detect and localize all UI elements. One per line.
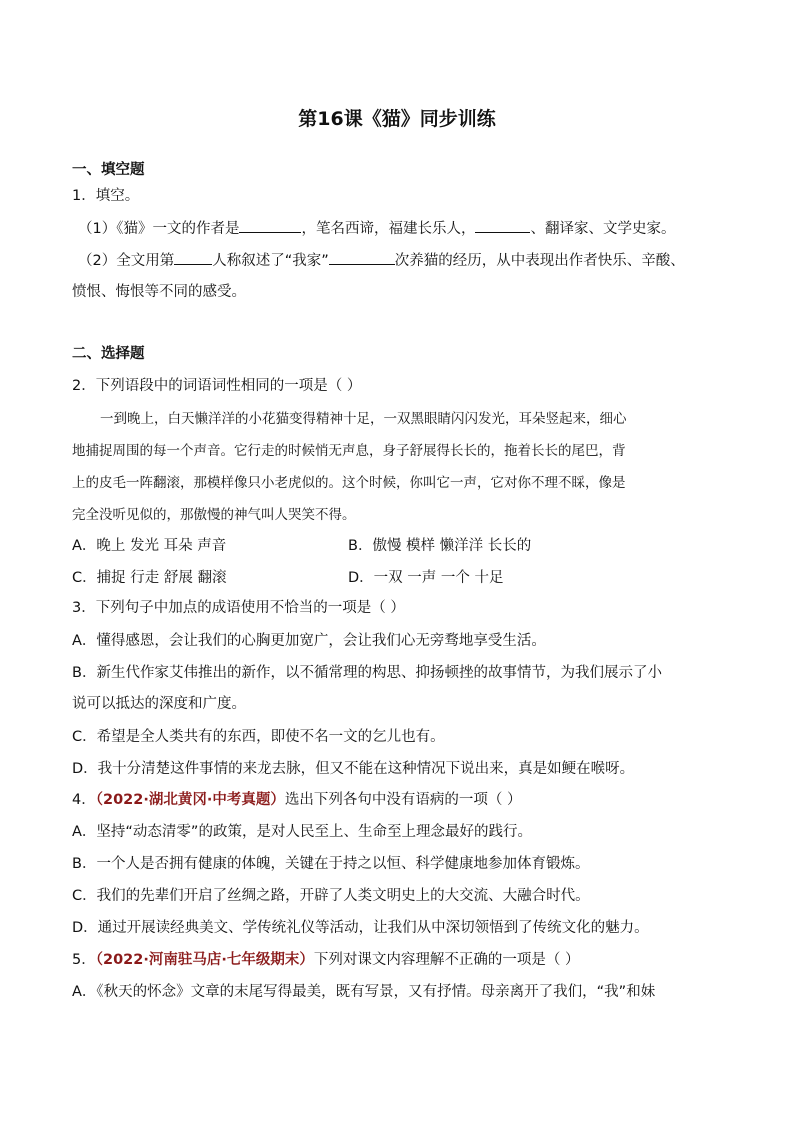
passage-line: 一到晚上，白天懒洋洋的小花猫变得精神十足，一双黑眼睛闪闪发光，耳朵竖起来，细心 <box>100 411 627 427</box>
q2-option-c[interactable]: C．捕捉 行走 舒展 翻滚 <box>72 570 227 586</box>
q1p2-text-a: （2）全文用第 <box>78 253 175 269</box>
q4-option-a[interactable]: A．坚持“动态清零”的政策，是对人民至上、生命至上理念最好的践行。 <box>72 824 532 840</box>
q3-option-b[interactable]: B．新生代作家艾伟推出的新作，以不循常理的构思、抑扬顿挫的故事情节，为我们展示了小 <box>72 665 662 681</box>
passage-line: 地捕捉周围的每一个声音。它行走的时候悄无声息，身子舒展得长长的，拖着长长的尾巴，背 <box>72 443 626 459</box>
q4-option-c[interactable]: C．我们的先辈们开启了丝绸之路，开辟了人类文明史上的大交流、大融合时代。 <box>72 888 590 904</box>
q4-option-b[interactable]: B．一个人是否拥有健康的体魄，关键在于持之以恒、科学健康地参加体育锻炼。 <box>72 856 590 872</box>
section-heading-choice: 二、选择题 <box>72 346 145 362</box>
passage-line: 完全没听见似的，那傲慢的神气叫人哭笑不得。 <box>72 507 356 523</box>
q2-option-b[interactable]: B．傲慢 模样 懒洋洋 长长的 <box>348 538 532 554</box>
q5-option-a[interactable]: A．《秋天的怀念》文章的末尾写得最美，既有写景，又有抒情。母亲离开了我们，“我”和妹 <box>72 984 656 1000</box>
q3-option-b-cont: 说可以抵达的深度和广度。 <box>72 696 246 712</box>
q3-option-a[interactable]: A．懂得感恩，会让我们的心胸更加宽广，会让我们心无旁骛地享受生活。 <box>72 633 546 649</box>
page-title: 第16课《猫》同步训练 <box>298 108 496 130</box>
question-1-part-1 <box>78 218 675 239</box>
section-heading-fill: 一、填空题 <box>72 162 145 178</box>
passage-line: 上的皮毛一阵翻滚，那模样像只小老虎似的。这个时候，你叫它一声，它对你不理不睬，像是 <box>72 475 626 491</box>
q5-number: 5． <box>72 952 96 968</box>
q3-option-d[interactable]: D．我十分清楚这件事情的来龙去脉，但又不能在这种情况下说出来，真是如鲠在喉呀。 <box>72 761 635 777</box>
answer-blank[interactable] <box>329 250 395 265</box>
question-3-stem: 3．下列句子中加点的成语使用不恰当的一项是（ ） <box>72 600 405 616</box>
question-2-stem: 2．下列语段中的词语词性相同的一项是（ ） <box>72 378 362 394</box>
answer-blank[interactable] <box>475 218 530 233</box>
answer-blank[interactable] <box>174 250 212 265</box>
q1p2-text-c: 次养猫的经历，从中表现出作者快乐、辛酸、 <box>394 253 685 269</box>
question-1-part-2-cont: 愤恨、悔恨等不同的感受。 <box>72 284 246 300</box>
q1p2-text-b: 人称叙述了“我家” <box>212 253 329 269</box>
q4-stem-text: 选出下列各句中没有语病的一项（ ） <box>284 792 522 808</box>
q4-source: （2022·湖北黄冈·中考真题） <box>95 792 285 808</box>
question-1-part-2 <box>78 250 685 271</box>
q2-option-a[interactable]: A．晚上 发光 耳朵 声音 <box>72 538 227 554</box>
q5-stem-text: 下列对课文内容理解不正确的一项是（ ） <box>313 952 580 968</box>
question-1-stem: 1．填空。 <box>72 188 140 204</box>
q5-source: （2022·河南驻马店·七年级期末） <box>95 952 314 968</box>
q1p1-text-b: ，笔名西谛，福建长乐人， <box>301 221 476 237</box>
q2-option-d[interactable]: D．一双 一声 一个 十足 <box>348 570 504 586</box>
question-5-stem <box>72 950 579 970</box>
q3-option-c[interactable]: C．希望是全人类共有的东西，即使不名一文的乞儿也有。 <box>72 729 445 745</box>
question-4-stem <box>72 790 521 810</box>
q1p1-text-a: （1）《猫》一文的作者是 <box>78 221 240 237</box>
q1p1-text-c: 、翻译家、文学史家。 <box>530 221 676 237</box>
q4-number: 4． <box>72 792 96 808</box>
q4-option-d[interactable]: D．通过开展读经典美文、学传统礼仪等活动，让我们从中深切领悟到了传统文化的魅力。 <box>72 920 649 936</box>
answer-blank[interactable] <box>239 218 301 233</box>
